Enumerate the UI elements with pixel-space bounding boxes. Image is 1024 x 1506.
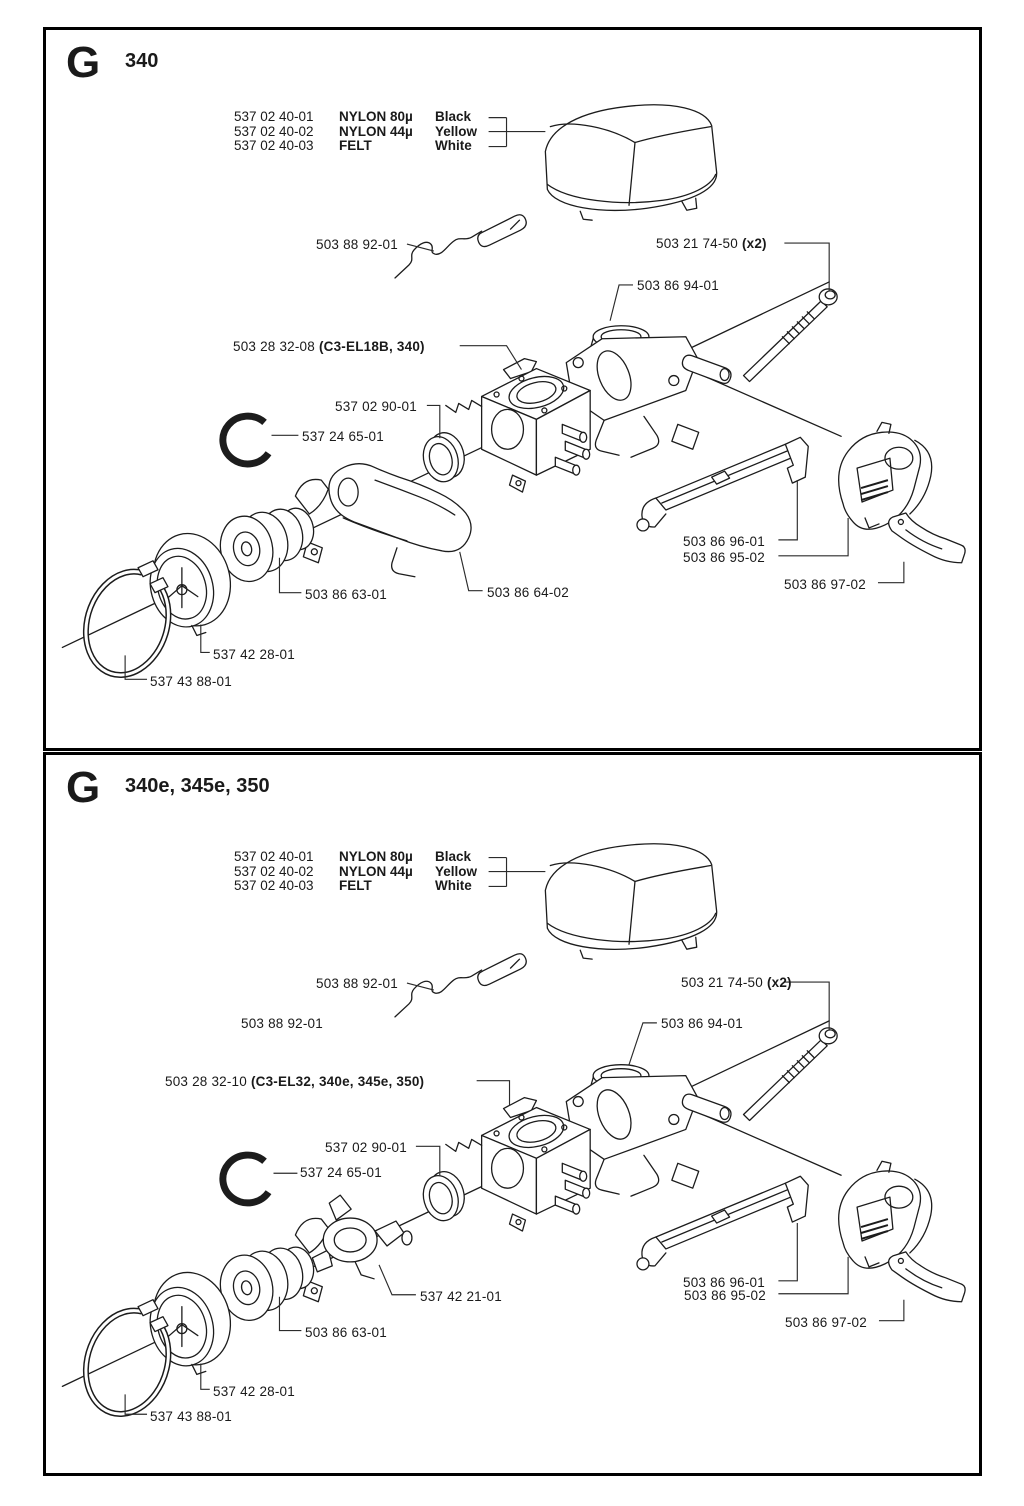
material: NYLON 80µ xyxy=(339,109,413,124)
section-letter: G xyxy=(66,763,100,812)
filter-option-row xyxy=(234,865,477,880)
filter-option-row xyxy=(234,850,477,865)
part-number: 537 02 40-03 xyxy=(234,878,314,894)
diagram-panel-340 xyxy=(43,27,982,751)
color: White xyxy=(435,878,472,894)
color: Black xyxy=(435,109,472,124)
callout-spacer: 537 02 90-01 xyxy=(325,1140,407,1155)
material: NYLON 44µ xyxy=(339,123,413,139)
filter-option-row xyxy=(234,125,477,140)
callout-intake-boot: 537 42 21-01 xyxy=(420,1289,502,1304)
callout-clamp: 537 43 88-01 xyxy=(150,674,232,689)
callout-carburetor: 503 28 32-08 (C3-EL18B, 340) xyxy=(233,339,425,354)
color: White xyxy=(435,138,472,154)
exploded-view-340 xyxy=(46,30,979,748)
callout-impulse-hose-2: 503 88 92-01 xyxy=(241,1016,323,1031)
callout-intake-flange: 503 86 94-01 xyxy=(637,278,719,293)
callout-intake-arm: 503 86 64-02 xyxy=(487,585,569,600)
filter-options-table xyxy=(234,850,477,894)
callout-impulse-hose: 503 88 92-01 xyxy=(316,976,398,991)
part-number: 537 02 40-03 xyxy=(234,138,314,154)
filter-options-table xyxy=(234,110,477,154)
material: NYLON 44µ xyxy=(339,863,413,879)
color: Black xyxy=(435,849,472,864)
callout-trigger-housing: 503 86 95-02 xyxy=(684,1288,766,1303)
filter-option-row xyxy=(234,110,477,125)
material: NYLON 80µ xyxy=(339,849,413,864)
callout-flange: 537 42 28-01 xyxy=(213,1384,295,1399)
part-number: 537 02 40-01 xyxy=(234,109,314,124)
callout-bellows: 503 86 63-01 xyxy=(305,587,387,602)
callout-carburetor: 503 28 32-10 (C3-EL32, 340e, 345e, 350) xyxy=(165,1074,425,1089)
callout-flange: 537 42 28-01 xyxy=(213,647,295,662)
callout-spacer: 537 02 90-01 xyxy=(335,399,417,414)
callout-intake-flange: 503 86 94-01 xyxy=(661,1016,743,1031)
color: Yellow xyxy=(435,863,478,879)
filter-option-row xyxy=(234,879,477,894)
filter-option-row xyxy=(234,139,477,154)
callout-throttle-lockout: 503 86 97-02 xyxy=(784,577,866,592)
diagram-panel-340e-345e-350 xyxy=(43,752,982,1476)
section-letter: G xyxy=(66,38,100,87)
callout-throttle-lockout: 503 86 97-02 xyxy=(785,1315,867,1330)
callout-bellows: 503 86 63-01 xyxy=(305,1325,387,1340)
models-title: 340e, 345e, 350 xyxy=(125,775,270,797)
exploded-view-340e-345e-350 xyxy=(46,755,979,1473)
part-number: 537 02 40-02 xyxy=(234,863,314,879)
color: Yellow xyxy=(435,123,478,139)
callout-trigger-housing: 503 86 95-02 xyxy=(683,550,765,565)
callout-retaining-clip: 537 24 65-01 xyxy=(302,429,384,444)
callout-clamp: 537 43 88-01 xyxy=(150,1409,232,1424)
models-title: 340 xyxy=(125,50,159,72)
callout-impulse-hose: 503 88 92-01 xyxy=(316,237,398,252)
callout-throttle-rod: 503 86 96-01 xyxy=(683,534,765,549)
callout-screw: 503 21 74-50 (x2) xyxy=(681,975,792,990)
part-number: 537 02 40-01 xyxy=(234,849,314,864)
callout-screw: 503 21 74-50 (x2) xyxy=(656,236,767,251)
callout-retaining-clip: 537 24 65-01 xyxy=(300,1165,382,1180)
callout-throttle-rod: 503 86 96-01 xyxy=(683,1275,765,1290)
material: FELT xyxy=(339,878,372,894)
material: FELT xyxy=(339,138,372,154)
part-number: 537 02 40-02 xyxy=(234,123,314,139)
